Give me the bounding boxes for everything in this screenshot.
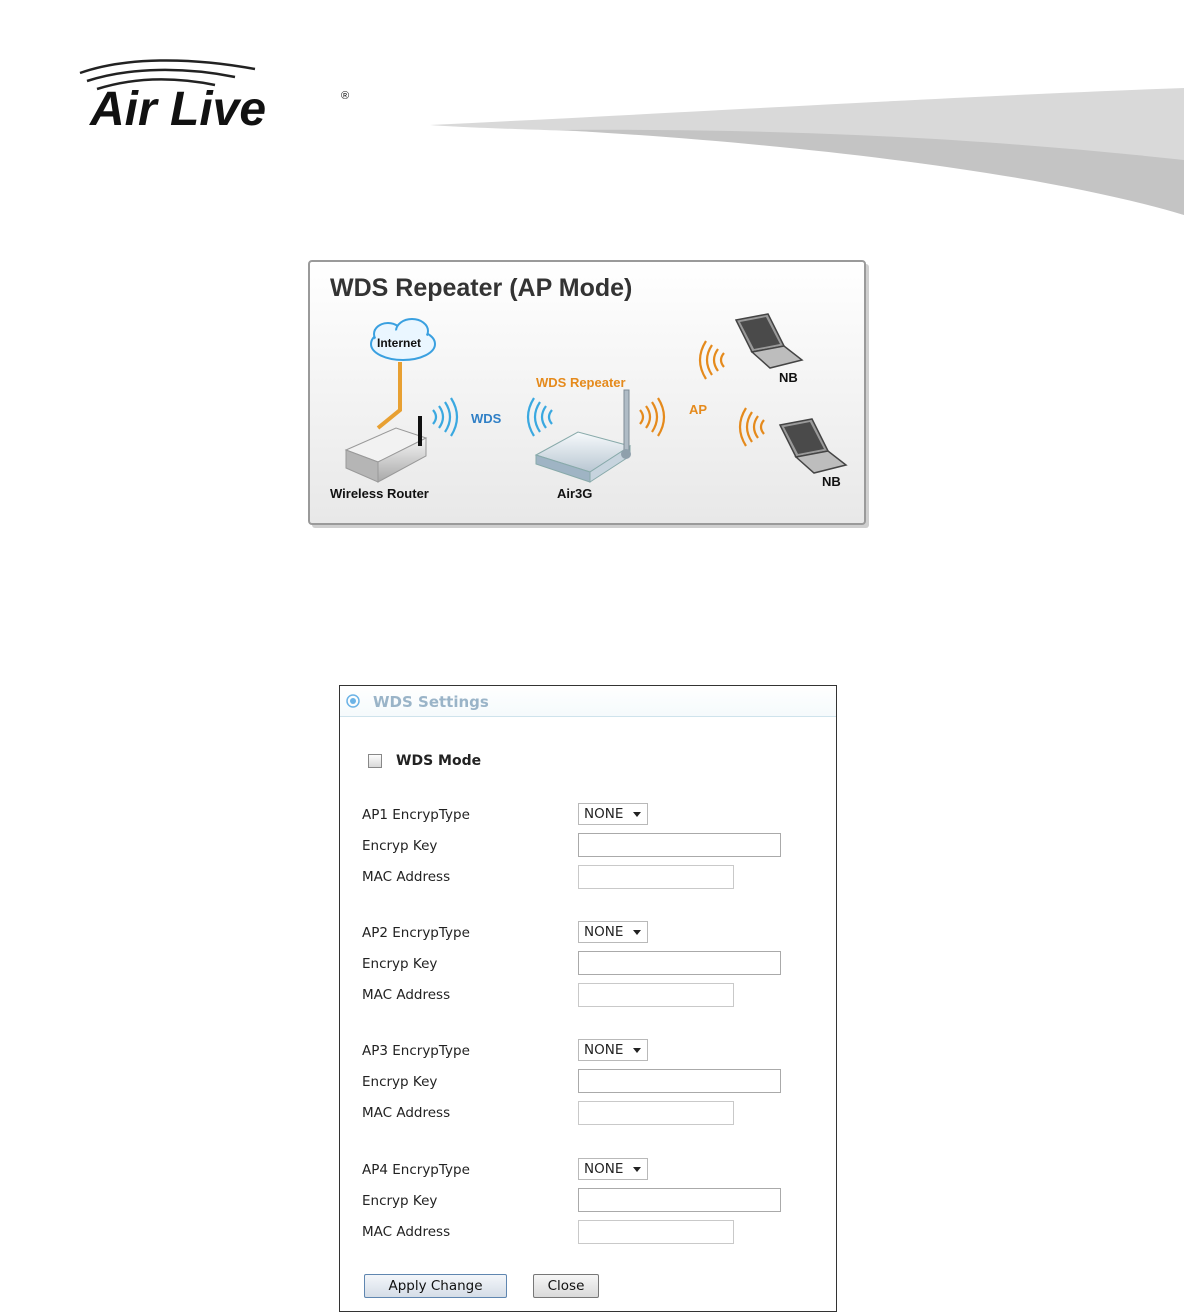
- ap3-mac-address-label: MAC Address: [362, 1105, 451, 1121]
- chevron-down-icon: [633, 812, 641, 817]
- wds-label: WDS: [471, 411, 502, 426]
- panel-header: [340, 686, 836, 717]
- ap1-encryp-type-label: AP1 EncrypType: [362, 807, 470, 823]
- logo-text: Air Live: [90, 83, 267, 135]
- diagram-title: WDS Repeater (AP Mode): [330, 274, 633, 302]
- ap3-encryp-key-input[interactable]: [578, 1069, 781, 1093]
- chevron-down-icon: [633, 1048, 641, 1053]
- ap2-encryp-type-select[interactable]: [578, 921, 648, 943]
- ap2-encryp-type-label: AP2 EncrypType: [362, 925, 470, 941]
- chevron-down-icon: [633, 930, 641, 935]
- ap2-mac-address-input[interactable]: [578, 983, 734, 1007]
- target-bullet-icon: [346, 694, 360, 708]
- ap2-mac-address-label: MAC Address: [362, 987, 451, 1003]
- ap3-encryp-type-label: AP3 EncrypType: [362, 1043, 470, 1059]
- ap1-encryp-type-select[interactable]: [578, 803, 648, 825]
- air3g-label: Air3G: [557, 486, 593, 501]
- ap1-mac-address-label: MAC Address: [362, 869, 451, 885]
- ap4-encryp-type-value: NONE: [584, 1161, 624, 1177]
- nb-bottom-label: NB: [822, 474, 841, 489]
- ap3-encryp-key-label: Encryp Key: [362, 1074, 438, 1090]
- ap4-mac-address-label: MAC Address: [362, 1224, 451, 1240]
- logo-registered-mark: ®: [341, 90, 350, 102]
- ap3-mac-address-input[interactable]: [578, 1101, 734, 1125]
- ap4-encryp-type-select[interactable]: [578, 1158, 648, 1180]
- internet-label: Internet: [377, 336, 422, 350]
- ap1-encryp-key-label: Encryp Key: [362, 838, 438, 854]
- wds-repeater-label: WDS Repeater: [536, 375, 626, 390]
- wireless-router-label: Wireless Router: [330, 486, 429, 501]
- ap1-mac-address-input[interactable]: [578, 865, 734, 889]
- chevron-down-icon: [633, 1167, 641, 1172]
- ap3-encryp-type-value: NONE: [584, 1042, 624, 1058]
- wds-mode-checkbox[interactable]: [368, 754, 382, 768]
- ap1-encryp-key-input[interactable]: [578, 833, 781, 857]
- close-button[interactable]: Close: [533, 1274, 599, 1298]
- airlive-logo: [75, 55, 365, 135]
- panel-title: WDS Settings: [373, 693, 489, 711]
- ap2-encryp-type-value: NONE: [584, 924, 624, 940]
- ap3-encryp-type-select[interactable]: [578, 1039, 648, 1061]
- ap4-encryp-key-input[interactable]: [578, 1188, 781, 1212]
- ap1-encryp-type-value: NONE: [584, 806, 624, 822]
- ap4-encryp-key-label: Encryp Key: [362, 1193, 438, 1209]
- apply-change-button[interactable]: Apply Change: [364, 1274, 507, 1298]
- ap2-encryp-key-input[interactable]: [578, 951, 781, 975]
- wds-settings-panel: [339, 685, 837, 1312]
- wds-mode-label: WDS Mode: [396, 753, 482, 769]
- ap4-encryp-type-label: AP4 EncrypType: [362, 1162, 470, 1178]
- ap4-mac-address-input[interactable]: [578, 1220, 734, 1244]
- ap2-encryp-key-label: Encryp Key: [362, 956, 438, 972]
- wds-repeater-diagram: [308, 260, 871, 530]
- nb-top-label: NB: [779, 370, 798, 385]
- ap-label: AP: [689, 402, 708, 417]
